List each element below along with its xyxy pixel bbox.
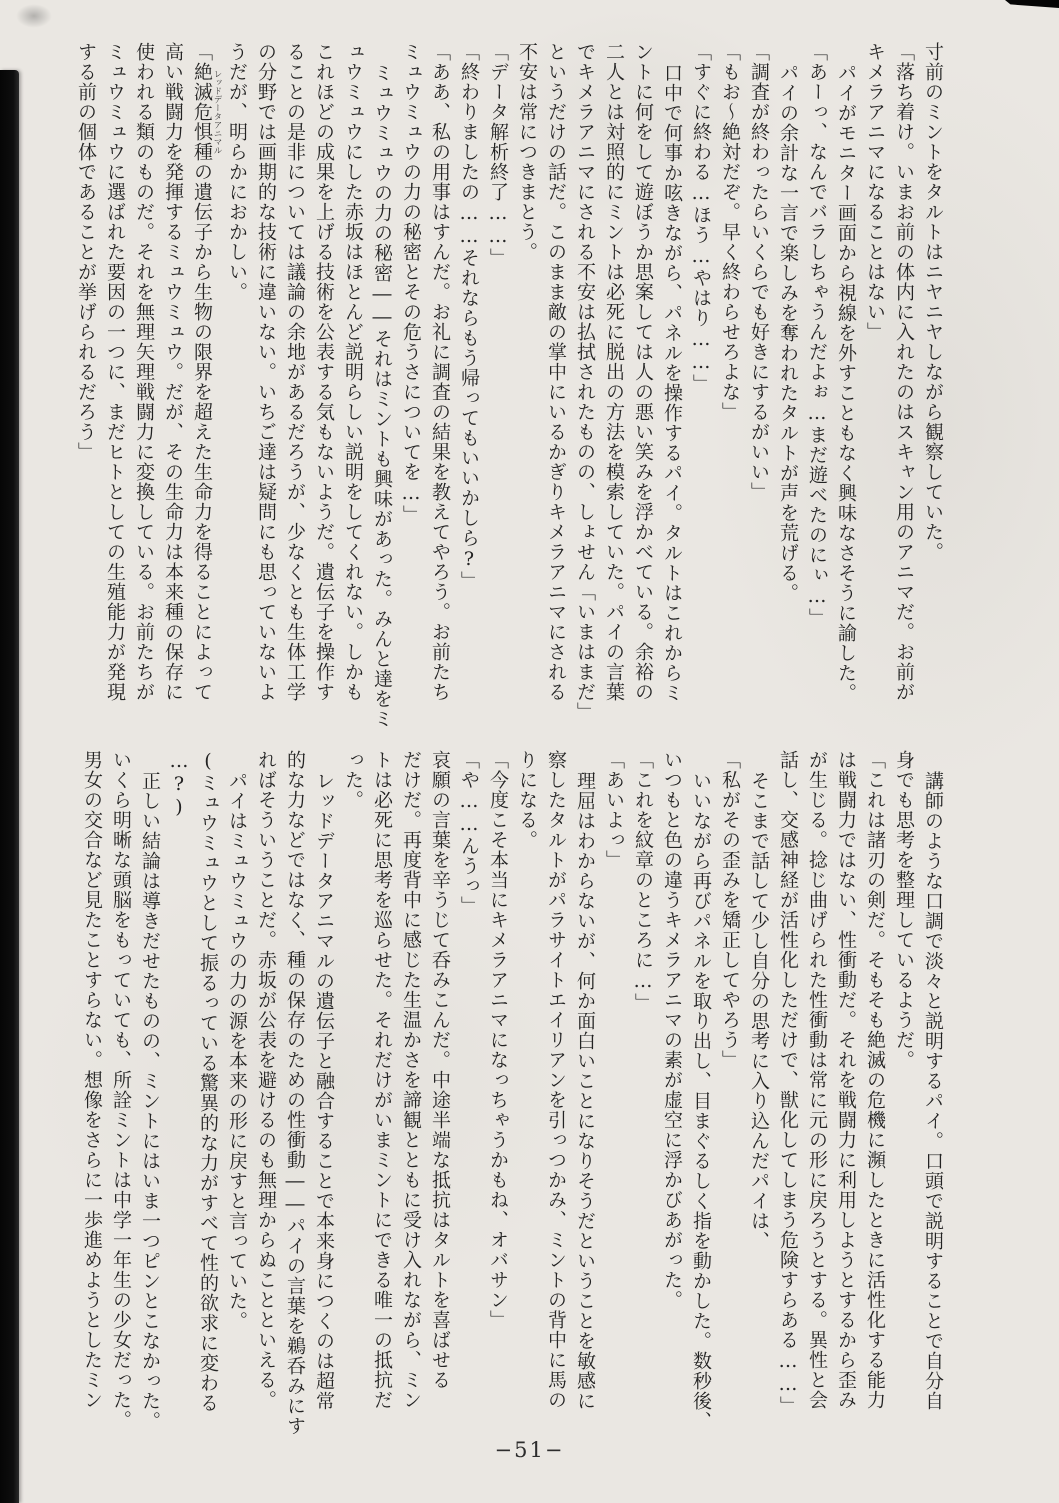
top-right-scan-mark — [1005, 0, 1059, 8]
text-column: 口中で何事か呟きながら、パネルを操作するパイ。タルトはこれからミ — [661, 63, 683, 703]
text-column: 「今度こそ本当にキメラアニマになっちゃうかもね、オバサン」 — [487, 750, 509, 1330]
text-column: ュウミュウにした赤坂はほとんど説明らしい説明をしてくれない。しかも — [342, 42, 364, 702]
text-column: った。 — [342, 750, 364, 810]
top-left-smudge — [16, 4, 52, 28]
text-column: ることの是非については議論の余地があるだろうが、少なくとも生体工学 — [284, 42, 306, 702]
text-column: うだが、明らかにおかしい。 — [226, 42, 248, 302]
text-column: これほどの成果を上げる技術を公表する気もないようだ。遺伝子を操作す — [313, 42, 335, 702]
text-column: 「あーっ、なんでバラしちゃうんだよぉ…まだ遊べたのにぃ…」 — [806, 42, 828, 628]
text-column: 「あいよっ」 — [603, 750, 625, 870]
text-column: 不安は常につきまとう。 — [516, 42, 538, 262]
text-column: 「すぐに終わる…ほう…やはり……」 — [690, 42, 712, 394]
text-column: いつもと色の違うキメラアニマの素が虚空に浮かびあがった。 — [661, 750, 683, 1310]
text-column: 的な力などではなく、種の保存のための性衝動――パイの言葉を鵜呑みにす — [284, 750, 306, 1436]
text-column: りになる。 — [516, 750, 538, 850]
text-column: 「これは諸刃の剣だ。そもそも絶滅の危機に瀕したときに活性化する能力 — [864, 750, 886, 1410]
text-column: 高い戦闘力を発揮するミュウミュウ。だが、その生命力は本来種の保存に — [162, 42, 184, 702]
text-column: そこまで話して少し自分の思考に入り込んだパイは、 — [748, 771, 770, 1251]
text-column: ミュウミュウに選ばれた要因の一つに、まだヒトとしての生殖能力が発現 — [104, 42, 126, 702]
text-column: 「私がその歪みを矯正してやろう」 — [719, 750, 741, 1070]
text-column: レッドデータアニマルの遺伝子と融合することで本来身につくのは超常 — [313, 771, 335, 1411]
text-column: 「もお〜絶対だぞ。早く終わらせろよな」 — [719, 42, 741, 422]
text-column: 「絶滅危惧種 レッドデータアニマルの遺伝子から生物の限界を超えた生命力を得ることによって — [191, 42, 222, 702]
text-column: 「これを紋章のところに…」 — [632, 750, 654, 1013]
furigana: レッドデータアニマル — [212, 62, 222, 162]
text-column: 正しい結論は導きだせたものの、ミントにはいま一つピンとこなかった。 — [139, 771, 161, 1431]
text-column: …?) — [168, 750, 190, 819]
text-column: パイがモニター画面から視線を外すこともなく興味なさそうに諭した。 — [835, 63, 857, 703]
text-column: いいながら再びパネルを取り出し、目まぐるしく指を動かした。数秒後、 — [690, 771, 712, 1431]
text-column: が生じる。捻じ曲げられた性衝動は常に元の形に戻ろうとする。異性と会 — [806, 750, 828, 1410]
text-column: パイの余計な一言で楽しみを奪われたタルトが声を荒げる。 — [777, 63, 799, 603]
text-column: 二人とは対照的にミントは必死に脱出の方法を模索していた。パイの言葉 — [603, 42, 625, 702]
text-column: 身でも思考を整理しているようだ。 — [893, 750, 915, 1070]
text-block-bottom — [73, 750, 947, 1460]
text-column: というだけの話だ。このまま敵の掌中にいるかぎりキメラアニマにされる — [545, 42, 567, 702]
text-column: ミュウミュウの力の秘密――それはミントも興味があった。みんと達をミ — [371, 63, 393, 729]
text-column: ればそういうことだ。赤坂が公表を避けるのも無理からぬことといえる。 — [255, 750, 277, 1410]
text-column: (ミュウミュウとして振るっている驚異的な力がすべて性的欲求に変わる — [197, 750, 219, 1413]
text-column: ミュウミュウの力の秘密とその危うさについてを…」 — [400, 42, 422, 525]
text-column: 「落ち着け。いまお前の体内に入れたのはスキャン用のアニマだ。お前が — [893, 42, 915, 702]
text-column: いくら明晰な頭脳をもっていても、所詮ミントは中学一年生の少女だった。 — [110, 750, 132, 1430]
text-column: トは必死に思考を巡らせた。それだけがいまミントにできる唯一の抵抗だ — [371, 750, 393, 1410]
text-column: だけだ。再度背中に感じた生温かさを諦観とともに受け入れながら、ミン — [400, 750, 422, 1410]
text-column: 「調査が終わったらいくらでも好きにするがいい」 — [748, 42, 770, 502]
text-column: 「ああ、私の用事はすんだ。お礼に調査の結果を教えてやろう。お前たち — [429, 42, 451, 702]
ruby-annotated-term: 絶滅危惧種 レッドデータアニマル — [191, 62, 222, 162]
text-column: 理屈はわからないが、何か面白いことになりそうだということを敏感に — [574, 771, 596, 1411]
text-block-top — [73, 42, 947, 752]
text-column: 「終わりましたの……それならもう帰ってもいいかしら?」 — [458, 42, 480, 591]
text-column: 察したタルトがパラサイトエイリアンを引っつかみ、ミントの背中に馬の — [545, 750, 567, 1410]
text-column: 「データ解析終了……」 — [487, 42, 509, 268]
text-column: 寸前のミントをタルトはニヤニヤしながら観察していた。 — [922, 42, 944, 562]
text-column: パイはミュウミュウの力の源を本来の形に戻すと言っていた。 — [226, 771, 248, 1331]
text-column: キメラアニマになることはない」 — [864, 42, 886, 342]
text-column: 哀願の言葉を辛うじて呑みこんだ。中途半端な抵抗はタルトを喜ばせる — [429, 750, 451, 1390]
text-column: 「や……んうっ」 — [458, 750, 480, 916]
text-column: 男女の交合など見たことすらない。想像をさらに一歩進めようとしたミン — [81, 750, 103, 1410]
text-column: の分野では画期的な技術に違いない。いちご達は疑問にも思っていないよ — [255, 42, 277, 702]
text-column: ントに何をして遊ぼうか思案しては人の悪い笑みを浮かべている。余裕の — [632, 42, 654, 702]
page-number: −51− — [494, 1438, 565, 1462]
text-column: は戦闘力ではない、性衝動だ。それを戦闘力に利用しようとするから歪み — [835, 750, 857, 1410]
text-column: 使われる類のものだ。それを無理矢理戦闘力に変換している。お前たちが — [133, 42, 155, 702]
text-column: する前の個体であることが挙げられるだろう」 — [75, 42, 97, 462]
left-binding-shadow — [0, 70, 19, 1503]
text-column: でキメラアニマにされる不安は払拭されたものの、しょせん「いまはまだ」 — [574, 42, 596, 722]
text-column: 話し、交感神経が活性化しただけで、獣化してしまう危険すらある……」 — [777, 750, 799, 1416]
text-column: 講師のような口調で淡々と説明するパイ。口頭で説明することで自分自 — [922, 771, 944, 1411]
